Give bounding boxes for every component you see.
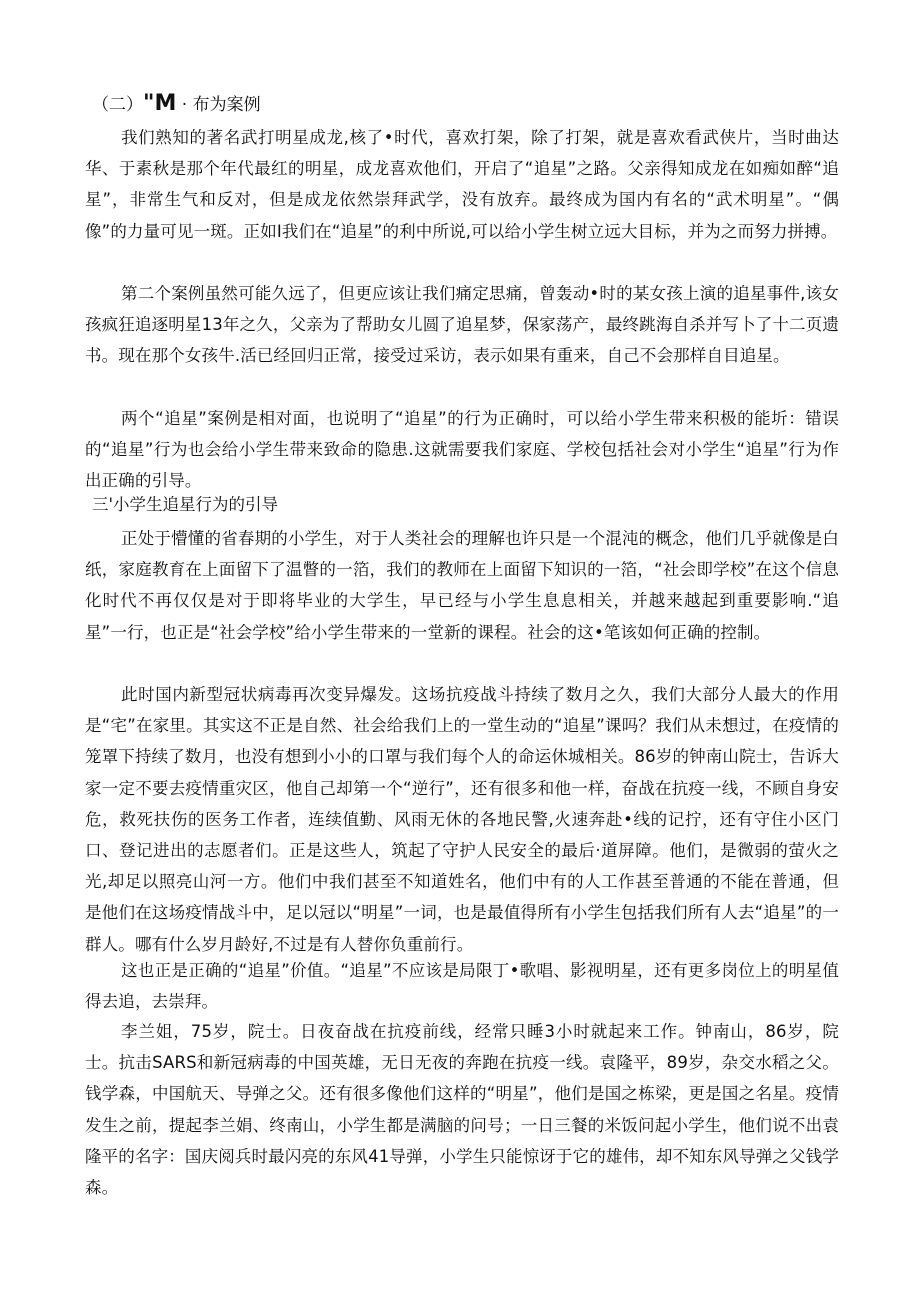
- guide-paragraph-4: 李兰姐，75岁，院士。日夜奋战在抗疫前线，经常只睡3小时就起来工作。钟南山，86岁，院士。抗击SARS和新冠病毒的中国英雄，无日无夜的奔跑在抗疫一线。袁隆平，89岁，杂交水稻之父。钱学森，中国航天、导弹之父。还有很多像他们这样的“明星”，他们是国之栋梁，更是国之名星。疫情发生之前，提起李兰娟、终南山，小学生都是满脑的问号；一日三餐的米饭问起小学生，他们说不出袁隆平的名字：国庆阅兵时最闪亮的东风41导弹，小学生只能惊讶于它的雄伟，却不知东风导弹之父钱学森。: [85, 1022, 839, 1198]
- guide-paragraph-3: 这也正是正确的“追星”价值。“追星”不应该是局限丁•歌唱、影视明星，还有更多岗位上的明星值得去追，去崇拜。: [85, 961, 839, 1012]
- case-heading-bold: "M: [143, 91, 177, 116]
- case-heading-suffix: · 布为案例: [176, 95, 261, 115]
- guide-section-heading: 三'小学生追星行为的引导: [92, 495, 279, 514]
- guide-paragraph-2: 此时国内新型冠状病毒再次变异爆发。这场抗疫战斗持续了数月之久，我们大部分人最大的作用是“宅”在家里。其实这不正是自然、社会给我们上的一堂生动的“追星”课吗？我们从未想过，在疫情的笼罩下持续了数月，也没有想到小小的口罩与我们每个人的命运休城相关。86岁的钟南山院士，告诉大家一定不要去疫情重灾区，他自己却第一个“逆行”，还有很多和他一样，奋战在抗疫一线，不顾自身安危，救死扶伤的医务工作者，连续值勤、风雨无休的各地民警,火速奔赴•线的记拧，还有守住小区门口、登记进出的志愿者们。正是这些人，筑起了守护人民安全的最后·道屏障。他们，是微弱的萤火之光,却足以照亮山河一方。他们中我们甚至不知道姓名，他们中有的人工作甚至普通的不能在普通，但是他们在这场疫情战斗中，足以冠以“明星”一词，也是最值得所有小学生包括我们所有人去“追星”的一群人。哪有什么岁月龄好,不过是有人替你负重前行。: [85, 685, 839, 954]
- case-paragraph-2: 第二个案例虽然可能久远了，但更应该让我们痛定思痛，曾轰动•时的某女孩上演的追星事件,该女孩疯狂追逐明星13年之久，父亲为了帮助女儿圆了追星梦，保家荡产，最终跳海自杀并写卜了十二页遗书。现在那个女孩牛.活已经回归正常，接受过采访，表示如果有重来，自己不会那样自目追星。: [85, 284, 839, 366]
- case-section-heading: [92, 90, 261, 119]
- case-paragraph-3: 两个“追星”案例是相对面，也说明了“追星”的行为正确时，可以给小学生带来积极的能圻：错误的“追星”行为也会给小学生带来致命的隐患.这就需要我们家庭、学校包括社会对小学生“追星”行为作出正确的引导。: [85, 409, 839, 491]
- case-paragraph-1: 我们熟知的著名武打明星成龙,核了•时代，喜欢打架，除了打架，就是喜欢看武侠片，当时曲达华、于素秋是那个年代最红的明星，成龙喜欢他们，开启了“追星”之路。父亲得知成龙在如痴如醉“追星”，非常生气和反对，但是成龙依然崇拜武学，没有放弃。最终成为国内有名的“武术明星”。“偶像”的力量可见一斑。正如I我们在“追星”的利中所说,可以给小学生树立远大目标，并为之而努力拼搏。: [85, 128, 839, 241]
- case-heading-prefix: （二）: [92, 95, 143, 115]
- guide-paragraph-1: 正处于懵懂的省春期的小学生，对于人类社会的理解也许只是一个混沌的概念，他们几乎就像是白纸，家庭教育在上面留下了温瞥的一箔，我们的教师在上面留下知识的一箔，“社会即学校”在这个信息化时代不再仅仅是对于即将毕业的大学生，早已经与小学生息息相关，并越来越起到重要影响.“追星”一行，也正是“社会学校”给小学生带来的一堂新的课程。社会的这•笔该如何正确的控制。: [85, 529, 839, 642]
